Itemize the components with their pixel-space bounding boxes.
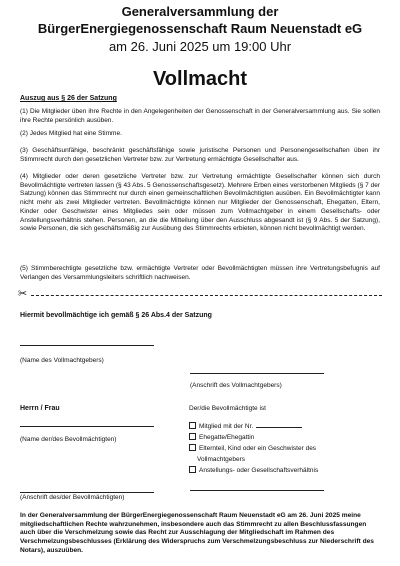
option-relative-label: Elternteil, Kind oder ein Geschwister des [199, 445, 317, 453]
grantor-address-line[interactable] [190, 373, 324, 374]
cut-line-row [18, 290, 382, 300]
statute-paragraph-2: (2) Jedes Mitglied hat eine Stimme. [20, 130, 122, 137]
authorization-heading: Hiermit bevollmächtige ich gemäß § 26 Abs.4 der Satzung [20, 312, 212, 319]
option-spouse[interactable] [189, 434, 254, 442]
member-number-field[interactable] [256, 427, 302, 428]
grantor-name-line[interactable] [20, 345, 154, 346]
statute-paragraph-3: (3) Geschäftsunfähige, beschränkt geschäftsfähige sowie juristische Personen und Personengesellschaften üben ihr Stimmrecht durch den gesetzlichen Vertreter bzw. zur Vertretung ermächtigte Gesellschafter aus. [20, 147, 380, 163]
header-assembly-line: Generalversammlung der [121, 4, 279, 19]
proxy-name-label: (Name der/des Bevollmächtigten) [20, 436, 117, 443]
proxy-is-label: Der/die Bevollmächtigte ist [189, 405, 266, 412]
option-relative-label-cont: Vollmachtgebers [197, 456, 246, 463]
closing-statement: In der Generalversammlung der BürgerEnergiegenossenschaft Raum Neuenstadt eG am 26. Juni 2025 meine mitgliedschaftlichen Rechte wahrzunehmen, insbesondere auch das Stimmrecht zu allen Beschlussfassungen auch über die Verschmelzung sowie das Recht zur Ausschlagung der Mitgliedschaft im Rahmen des Verschmelzungsbeschlusses (Erklärung des Widerspruchs zum Verschmelzungsbeschluss zur Niederschrift des Notars), auszuüben. [20, 512, 374, 554]
option-member-label: Mitglied mit der Nr. [199, 423, 254, 431]
scissors-icon: ✂ [18, 288, 28, 300]
document-title: Vollmacht [152, 68, 248, 90]
statute-paragraph-4: (4) Mitglieder oder deren gesetzliche Vertreter bzw. zur Vertretung ermächtigte Gesellschafter können sich durch Bevollmächtigte vertreten lassen (§ 43 Abs. 5 Genossenschaftsgesetz). Mehrere Erben eines verstorbenen Mitglieds (§ 7 der Satzung) können das Stimmrecht nur durch einen gemeinschaftlichen Bevollmächtigten ausüben. Ein Bevollmächtigter kann nicht mehr als zwei Mitglieder vertreten. Bevollmächtigte können nur Mitglieder der Genossenschaft, Ehegatten, Eltern, Kinder oder Geschwister eines Mitgliedes sein oder müssen zum Vollmachtgeber in einem Gesellschafts- oder Anstellungsverhältnis stehen. Personen, an die die Mitteilung über den Ausschluss abgesandt ist (§ 9 Abs. 5 der Satzung), sowie Personen, die sich geschäftsmäßig zur Ausübung des Stimmrechts erbieten, können nicht bevollmächtigt werden. [20, 173, 380, 233]
proxy-address-label: (Anschrift des/der Bevollmächtigten) [20, 494, 125, 501]
header-cooperative-name: BürgerEnergiegenossenschaft Raum Neuenstadt eG [37, 21, 363, 36]
header-date-time: am 26. Juni 2025 um 19:00 Uhr [108, 39, 292, 54]
checkbox-employment[interactable] [189, 466, 196, 473]
dashed-cut-line [31, 295, 382, 296]
option-spouse-label: Ehegatte/Ehegattin [199, 434, 255, 442]
checkbox-member[interactable] [189, 422, 196, 429]
checkbox-spouse[interactable] [189, 433, 196, 440]
salutation-label: Herrn / Frau [20, 405, 60, 412]
statute-paragraph-5: (5) Stimmberechtigte gesetzliche bzw. ermächtigte Vertreter oder Bevollmächtigten müssen ihre Vertretungsbefugnis auf Verlangen des Versammlungsleiters schriftlich nachweisen. [20, 265, 380, 281]
proxy-name-line[interactable] [20, 426, 154, 427]
option-member[interactable] [189, 423, 302, 431]
grantor-name-label: (Name des Vollmachtgebers) [20, 357, 104, 364]
grantor-address-label: (Anschrift des Vollmachtgebers) [190, 382, 282, 389]
option-relative[interactable] [189, 445, 316, 453]
option-employment-label: Anstellungs- oder Gesellschaftsverhältnis [199, 467, 319, 475]
proxy-extra-line[interactable] [190, 490, 324, 491]
statute-extract-heading: Auszug aus § 26 der Satzung [20, 95, 117, 102]
proxy-address-line[interactable] [20, 492, 154, 493]
statute-paragraph-1: (1) Die Mitglieder üben ihre Rechte in den Angelegenheiten der Genossenschaft in der Generalversammlung aus. Sie sollen ihre Rechte persönlich ausüben. [20, 108, 380, 124]
checkbox-relative[interactable] [189, 444, 196, 451]
option-employment[interactable] [189, 467, 318, 475]
